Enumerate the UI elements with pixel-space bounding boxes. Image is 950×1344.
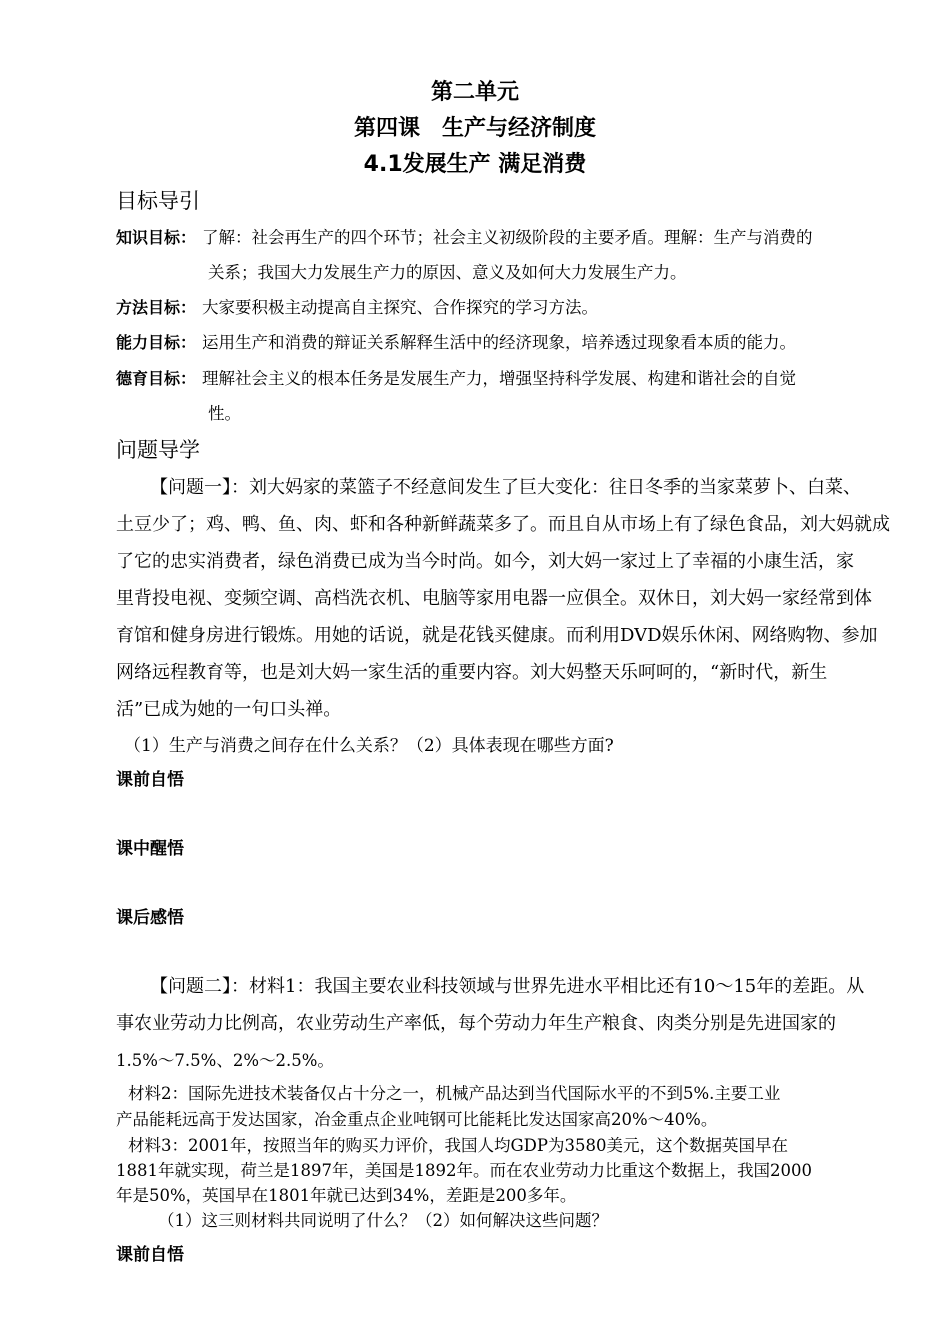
question-1-line: 活”已成为她的一句口头禅。: [116, 699, 342, 720]
question-2-material-3-line: 年是50%，英国早在1801年就已达到34%，差距是200多年。: [116, 1186, 577, 1205]
pre-class-label: 课前自悟: [116, 770, 184, 790]
method-goal-text: 大家要积极主动提高自主探究、合作探究的学习方法。: [202, 298, 598, 317]
lesson-title: 第四课 生产与经济制度: [353, 116, 596, 141]
knowledge-goal-line-2: 关系；我国大力发展生产力的原因、意义及如何大力发展生产力。: [208, 263, 687, 282]
goals-heading: 目标导引: [116, 189, 200, 213]
knowledge-goal-line-1: 了解：社会再生产的四个环节；社会主义初级阶段的主要矛盾。理解：生产与消费的: [202, 228, 813, 247]
question-1-prompt: （1）生产与消费之间存在什么关系？（2）具体表现在哪些方面?: [124, 736, 614, 756]
moral-goal-line-1: 理解社会主义的根本任务是发展生产力，增强坚持科学发展、构建和谐社会的自觉: [202, 369, 796, 388]
method-goal-label: 方法目标：: [116, 298, 197, 317]
question-1-line: 了它的忠实消费者，绿色消费已成为当今时尚。如今，刘大妈一家过上了幸福的小康生活，家: [116, 551, 854, 572]
in-class-label: 课中醒悟: [116, 839, 184, 859]
ability-goal-label: 能力目标：: [116, 333, 197, 352]
question-2-material-2-line: 产品能耗远高于发达国家，冶金重点企业吨钢可比能耗比发达国家高20%～40%。: [116, 1110, 718, 1129]
questions-heading: 问题导学: [116, 438, 200, 462]
unit-title: 第二单元: [430, 80, 519, 105]
ability-goal-text: 运用生产和消费的辩证关系解释生活中的经济现象，培养透过现象看本质的能力。: [202, 333, 796, 352]
post-class-label: 课后感悟: [116, 908, 184, 928]
question-2-material-3-line: 材料3：2001年，按照当年的购买力评价，我国人均GDP为3580美元，这个数据英国早在: [128, 1136, 788, 1155]
question-2-material-1-line: 【问题二】：材料1：我国主要农业科技领域与世界先进水平相比还有10～15年的差距。从: [150, 976, 865, 997]
section-title: 4.1发展生产 满足消费: [363, 152, 587, 177]
question-2-material-3-line: 1881年就实现，荷兰是1897年，美国是1892年。而在农业劳动力比重这个数据上，我国2000: [116, 1161, 812, 1180]
knowledge-goal-label: 知识目标：: [116, 228, 197, 247]
question-1-line: 网络远程教育等，也是刘大妈一家生活的重要内容。刘大妈整天乐呵呵的，“新时代，新生: [116, 662, 828, 683]
question-1-line: 里背投电视、变频空调、高档洗衣机、电脑等家用电器一应俱全。双休日，刘大妈一家经常到体: [116, 588, 872, 609]
question-2-material-1-line: 1.5%～7.5%、2%～2.5%。: [116, 1051, 334, 1070]
question-2-prompt: （1）这三则材料共同说明了什么？（2）如何解决这些问题？: [158, 1211, 608, 1230]
question-2-material-2-line: 材料2：国际先进技术装备仅占十分之一，机械产品达到当代国际水平的不到5%.主要工业: [128, 1084, 781, 1103]
moral-goal-line-2: 性。: [208, 404, 241, 423]
moral-goal-label: 德育目标：: [116, 369, 197, 388]
question-1-line: 育馆和健身房进行锻炼。用她的话说，就是花钱买健康。而利用DVD娱乐休闲、网络购物、参加: [116, 625, 878, 646]
question-2-material-1-line: 事农业劳动力比例高，农业劳动生产率低，每个劳动力年生产粮食、肉类分别是先进国家的: [116, 1013, 836, 1034]
question-1-line: 【问题一】：刘大妈家的菜篮子不经意间发生了巨大变化：往日冬季的当家菜萝卜、白菜、: [150, 477, 861, 498]
question-1-line: 土豆少了；鸡、鸭、鱼、肉、虾和各种新鲜蔬菜多了。而且自从市场上有了绿色食品，刘大妈就成: [116, 514, 890, 535]
pre-class-label-2: 课前自悟: [116, 1245, 184, 1265]
